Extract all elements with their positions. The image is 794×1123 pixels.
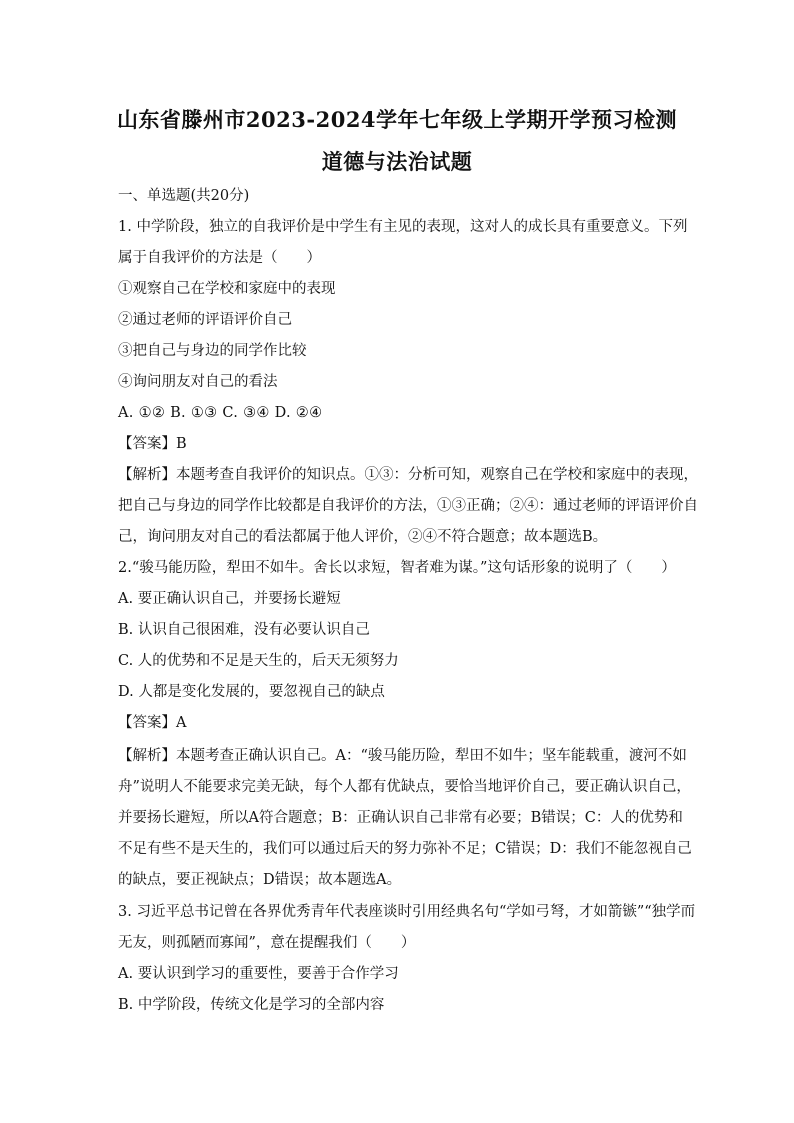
question-1-item: ③把自己与身边的同学作比较 <box>118 343 307 359</box>
question-2-option-a: A. 要正确认识自己，并要扬长避短 <box>118 591 341 607</box>
question-3-stem-cont: 无友，则孤陋而寡闻”，意在提醒我们（ ） <box>118 935 416 951</box>
question-1-analysis: 把自己与身边的同学作比较都是自我评价的方法，①③正确；②④：通过老师的评语评价自 <box>118 498 698 514</box>
question-2-analysis: 不足有些不是天生的，我们可以通过后天的努力弥补不足；C错误；D：我们不能忽视自己 <box>118 841 692 857</box>
section-heading: 一、单选题(共20分) <box>118 188 250 204</box>
document-subtitle: 道德与法治试题 <box>321 149 473 174</box>
question-1-item: ④询问朋友对自己的看法 <box>118 374 278 390</box>
question-1-answer: 【答案】B <box>118 436 187 452</box>
question-1-item: ①观察自己在学校和家庭中的表现 <box>118 281 336 297</box>
question-1-options: A. ①② B. ①③ C. ③④ D. ②④ <box>118 405 323 421</box>
question-2-option-d: D. 人都是变化发展的，要忽视自己的缺点 <box>118 684 385 700</box>
question-2-option-c: C. 人的优势和不足是天生的，后天无须努力 <box>118 653 399 669</box>
question-2-option-b: B. 认识自己很困难，没有必要认识自己 <box>118 622 370 638</box>
document-title: 山东省滕州市2023-2024学年七年级上学期开学预习检测 <box>116 107 678 132</box>
question-2-answer: 【答案】A <box>118 715 187 731</box>
question-2-analysis: 的缺点，要正视缺点；D错误；故本题选A。 <box>118 872 402 888</box>
question-3-option-a: A. 要认识到学习的重要性，要善于合作学习 <box>118 966 399 982</box>
question-1-item: ②通过老师的评语评价自己 <box>118 312 292 328</box>
question-3-option-b: B. 中学阶段，传统文化是学习的全部内容 <box>118 997 385 1013</box>
question-2-stem: 2.“骏马能历险，犁田不如牛。舍长以求短，智者难为谋。”这句话形象的说明了（ ） <box>118 560 676 576</box>
question-1-analysis: 己，询问朋友对自己的看法都属于他人评价，②④不符合题意；故本题选B。 <box>118 529 608 545</box>
question-1-analysis: 【解析】本题考查自我评价的知识点。①③：分析可知，观察自己在学校和家庭中的表现， <box>118 467 698 483</box>
question-1-stem-cont: 属于自我评价的方法是（ ） <box>118 250 321 266</box>
question-1-stem: 1. 中学阶段，独立的自我评价是中学生有主见的表现，这对人的成长具有重要意义。下列 <box>118 219 688 235</box>
question-2-analysis: 并要扬长避短，所以A符合题意；B：正确认识自己非常有必要；B错误；C：人的优势和 <box>118 810 683 826</box>
question-2-analysis: 舟”说明人不能要求完美无缺，每个人都有优缺点，要恰当地评价自己，要正确认识自己， <box>118 779 691 795</box>
question-3-stem: 3. 习近平总书记曾在各界优秀青年代表座谈时引用经典名句“学如弓弩，才如箭镞”“独学而 <box>118 904 696 920</box>
question-2-analysis: 【解析】本题考查正确认识自己。A：“骏马能历险，犁田不如牛；坚车能载重，渡河不如 <box>118 748 687 764</box>
